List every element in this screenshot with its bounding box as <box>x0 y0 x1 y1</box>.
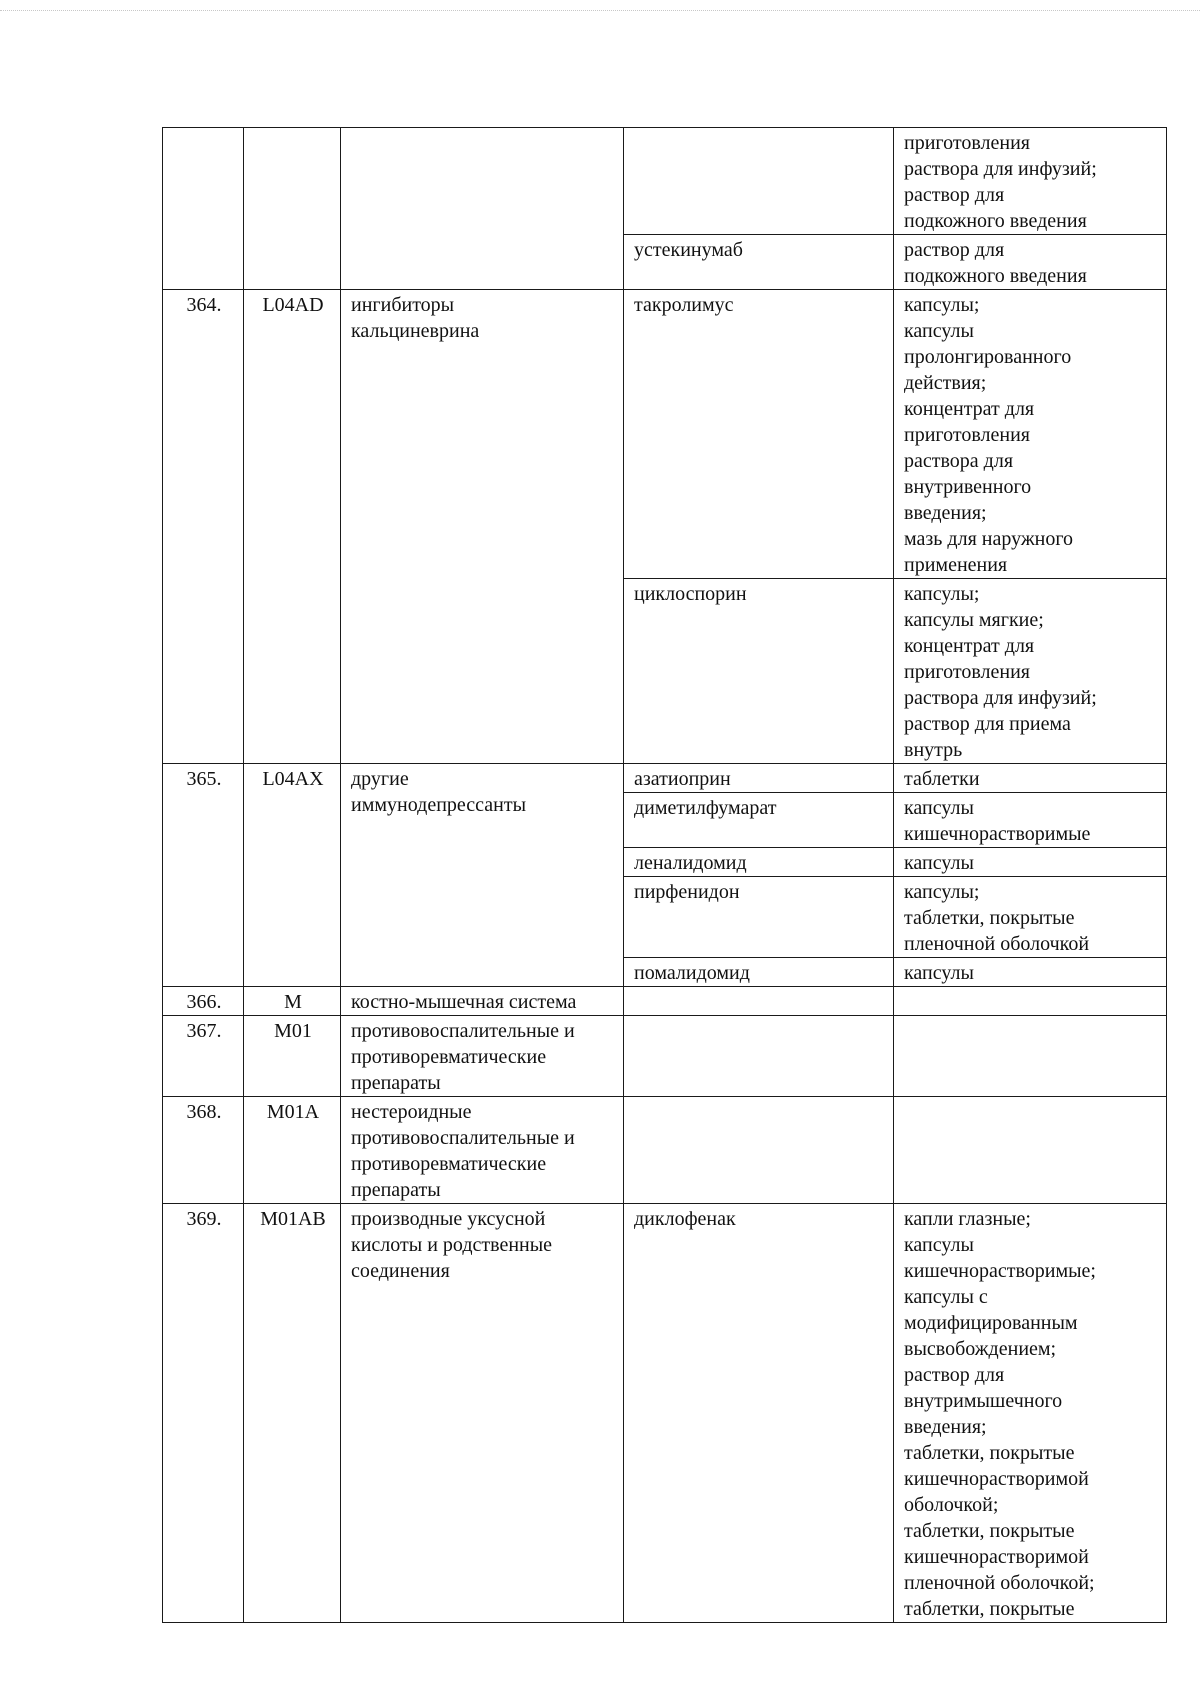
dosage-form-line: кишечнорастворимые <box>904 823 1091 845</box>
table-row <box>163 1016 1167 1097</box>
drug-name-cell: леналидомид <box>624 848 894 877</box>
atc-code-cell: M <box>244 987 341 1016</box>
dosage-form-lines <box>904 766 1158 792</box>
group-name-line: кальциневрина <box>351 320 480 342</box>
table-row <box>163 1204 1167 1623</box>
dosage-form-line: капсулы; <box>904 294 980 316</box>
group-name-line: нестероидные <box>351 1101 472 1123</box>
table-row <box>163 987 1167 1016</box>
drug-name-cell <box>624 128 894 235</box>
dosage-form-lines <box>904 130 1158 234</box>
dosage-form-cell <box>894 579 1167 764</box>
drug-name-cell: устекинумаб <box>624 235 894 290</box>
group-name-lines <box>351 1018 615 1096</box>
dosage-form-line: капсулы <box>904 320 974 342</box>
group-name-line: противоревматические <box>351 1046 547 1068</box>
dosage-form-line: капсулы; <box>904 583 980 605</box>
dosage-form-line: капсулы <box>904 797 974 819</box>
atc-code-cell: L04AX <box>244 764 341 987</box>
group-name-line: соединения <box>351 1260 450 1282</box>
dosage-form-line: раствор для <box>904 184 1005 206</box>
dosage-form-line: кишечнорастворимой <box>904 1468 1089 1490</box>
group-name-lines <box>351 292 615 344</box>
group-name-line: производные уксусной <box>351 1208 546 1230</box>
dosage-form-line: раствора для <box>904 450 1014 472</box>
dosage-form-cell <box>894 764 1167 793</box>
row-number-cell: 364. <box>163 290 244 764</box>
dosage-form-line: капсулы с <box>904 1286 988 1308</box>
group-name-lines <box>351 766 615 818</box>
dosage-form-cell <box>894 290 1167 579</box>
group-name-cell <box>341 764 624 987</box>
dosage-form-lines <box>904 1206 1158 1622</box>
dosage-form-line: подкожного введения <box>904 265 1087 287</box>
drug-register-body <box>163 128 1167 1623</box>
group-name-cell <box>341 1097 624 1204</box>
dosage-form-line: действия; <box>904 372 987 394</box>
group-name-line: противоревматические <box>351 1153 547 1175</box>
dosage-form-line: мазь для наружного <box>904 528 1074 550</box>
row-number-cell: 365. <box>163 764 244 987</box>
group-name-line: кислоты и родственные <box>351 1234 553 1256</box>
dosage-form-lines <box>904 850 1158 876</box>
dosage-form-line: кишечнорастворимой <box>904 1546 1089 1568</box>
dosage-form-line: приготовления <box>904 661 1030 683</box>
group-name-cell <box>341 1016 624 1097</box>
dosage-form-line: приготовления <box>904 424 1030 446</box>
dosage-form-line: раствора для инфузий; <box>904 158 1097 180</box>
dosage-form-line: концентрат для <box>904 398 1035 420</box>
dosage-form-line: модифицированным <box>904 1312 1078 1334</box>
dosage-form-line: внутрь <box>904 739 963 761</box>
table-row <box>163 764 1167 793</box>
dosage-form-line: оболочкой; <box>904 1494 999 1516</box>
drug-name-cell: диклофенак <box>624 1204 894 1623</box>
dosage-form-line: таблетки <box>904 768 980 790</box>
dosage-form-cell <box>894 235 1167 290</box>
dosage-form-line: приготовления <box>904 132 1030 154</box>
dosage-form-line: введения; <box>904 502 987 524</box>
group-name-line: другие <box>351 768 409 790</box>
atc-code-cell: L04AD <box>244 290 341 764</box>
dosage-form-cell <box>894 1204 1167 1623</box>
group-name-lines <box>351 1206 615 1284</box>
atc-code-cell: M01 <box>244 1016 341 1097</box>
group-name-line: препараты <box>351 1072 441 1094</box>
dosage-form-cell <box>894 1097 1167 1204</box>
dosage-form-line: таблетки, покрытые <box>904 1598 1075 1620</box>
drug-name-cell: пирфенидон <box>624 877 894 958</box>
group-name-line: препараты <box>351 1179 441 1201</box>
dosage-form-line: применения <box>904 554 1008 576</box>
dosage-form-cell <box>894 987 1167 1016</box>
dosage-form-cell <box>894 848 1167 877</box>
group-name-lines <box>351 1099 615 1203</box>
table-row <box>163 128 1167 235</box>
dosage-form-line: кишечнорастворимые; <box>904 1260 1096 1282</box>
group-name-line: противовоспалительные и <box>351 1127 575 1149</box>
dosage-form-line: пленочной оболочкой; <box>904 1572 1095 1594</box>
dosage-form-line: раствор для приема <box>904 713 1071 735</box>
dosage-form-line: внутримышечного <box>904 1390 1063 1412</box>
row-number-cell: 367. <box>163 1016 244 1097</box>
drug-name-cell <box>624 1016 894 1097</box>
dosage-form-lines <box>904 292 1158 578</box>
group-name-line: ингибиторы <box>351 294 455 316</box>
dosage-form-lines <box>904 237 1158 289</box>
dosage-form-line: пленочной оболочкой <box>904 933 1090 955</box>
dosage-form-line: капсулы; <box>904 881 980 903</box>
dosage-form-line: капсулы <box>904 962 974 984</box>
dosage-form-line: таблетки, покрытые <box>904 1520 1075 1542</box>
row-number-cell: 368. <box>163 1097 244 1204</box>
group-name-line: иммунодепрессанты <box>351 794 527 816</box>
drug-name-cell: такролимус <box>624 290 894 579</box>
dosage-form-line: раствор для <box>904 1364 1005 1386</box>
table-row <box>163 290 1167 579</box>
dosage-form-line: внутривенного <box>904 476 1032 498</box>
scan-top-edge <box>0 10 1200 11</box>
group-name-line: костно-мышечная система <box>351 991 577 1013</box>
group-name-cell <box>341 290 624 764</box>
row-number-cell: 366. <box>163 987 244 1016</box>
table-row <box>163 1097 1167 1204</box>
drug-name-cell: помалидомид <box>624 958 894 987</box>
dosage-form-line: капсулы <box>904 852 974 874</box>
dosage-form-line: таблетки, покрытые <box>904 907 1075 929</box>
dosage-form-line: раствор для <box>904 239 1005 261</box>
drug-name-cell: диметилфумарат <box>624 793 894 848</box>
dosage-form-line: раствора для инфузий; <box>904 687 1097 709</box>
dosage-form-lines <box>904 960 1158 986</box>
dosage-form-cell <box>894 877 1167 958</box>
dosage-form-lines <box>904 581 1158 763</box>
group-name-cell <box>341 1204 624 1623</box>
drug-name-cell: азатиоприн <box>624 764 894 793</box>
dosage-form-lines <box>904 879 1158 957</box>
group-name-cell <box>341 987 624 1016</box>
dosage-form-line: высвобождением; <box>904 1338 1057 1360</box>
dosage-form-line: концентрат для <box>904 635 1035 657</box>
dosage-form-line: пролонгированного <box>904 346 1072 368</box>
atc-code-cell: M01A <box>244 1097 341 1204</box>
dosage-form-lines <box>904 795 1158 847</box>
dosage-form-line: таблетки, покрытые <box>904 1442 1075 1464</box>
drug-name-cell: циклоспорин <box>624 579 894 764</box>
drug-name-cell <box>624 1097 894 1204</box>
drug-name-cell <box>624 987 894 1016</box>
dosage-form-cell <box>894 128 1167 235</box>
dosage-form-line: введения; <box>904 1416 987 1438</box>
dosage-form-cell <box>894 1016 1167 1097</box>
row-number-cell <box>163 128 244 290</box>
group-name-lines <box>351 989 615 1015</box>
atc-code-cell <box>244 128 341 290</box>
drug-register-table <box>162 127 1167 1623</box>
dosage-form-line: подкожного введения <box>904 210 1087 232</box>
dosage-form-line: капсулы <box>904 1234 974 1256</box>
group-name-cell <box>341 128 624 290</box>
group-name-line: противовоспалительные и <box>351 1020 575 1042</box>
atc-code-cell: M01AB <box>244 1204 341 1623</box>
dosage-form-cell <box>894 958 1167 987</box>
dosage-form-cell <box>894 793 1167 848</box>
dosage-form-line: капли глазные; <box>904 1208 1031 1230</box>
dosage-form-line: капсулы мягкие; <box>904 609 1044 631</box>
row-number-cell: 369. <box>163 1204 244 1623</box>
